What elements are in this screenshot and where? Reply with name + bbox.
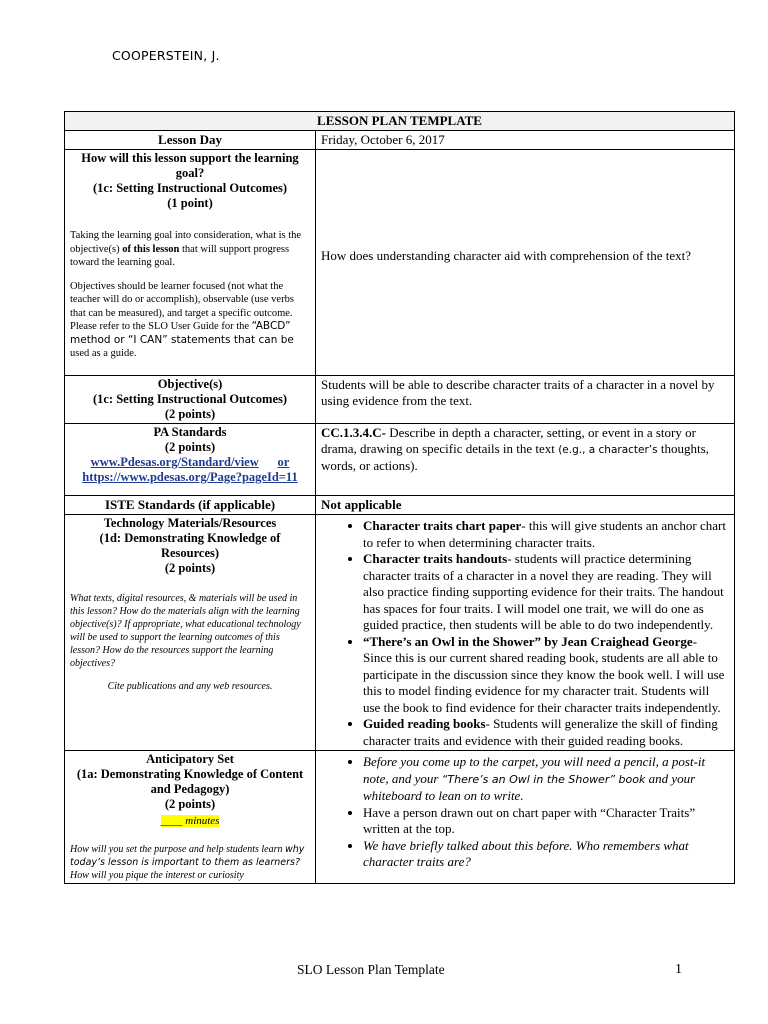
footer-title: SLO Lesson Plan Template (297, 962, 445, 977)
tech-row (65, 515, 735, 751)
minutes-field: ____ minutes (160, 815, 220, 827)
pdesas-standard-link[interactable]: www.Pdesas.org/Standard/view (90, 455, 259, 469)
iste-value: Not applicable (316, 496, 735, 515)
table-title: LESSON PLAN TEMPLATE (65, 112, 735, 131)
anticipatory-value-cell (316, 751, 735, 884)
support-outcome: (1c: Setting Instructional Outcomes) (92, 181, 288, 195)
or-link[interactable]: or (277, 455, 290, 469)
lesson-day-row (65, 131, 735, 150)
support-label-cell (65, 150, 316, 376)
pa-standards-value: CC.1.3.4.C- Describe in depth a character, setting, or event in a story or drama, drawing on specific details in the text (e.g., a character’s thoughts, words, or actions). (316, 424, 735, 496)
lesson-plan-table (64, 111, 735, 884)
pdesas-page-link[interactable]: https://www.pdesas.org/Page?pageId=11 (82, 470, 298, 484)
support-value: How does understanding character aid with comprehension of the text? (316, 150, 735, 376)
list-item: • We have briefly talked about this before. Who remembers what character traits are? (363, 838, 729, 871)
lesson-day-value: Friday, October 6, 2017 (316, 131, 735, 150)
pa-standards-row (65, 424, 735, 496)
support-points: (1 point) (167, 196, 213, 210)
tech-cite: Cite publications and any web resources. (107, 681, 273, 692)
tech-value-cell (316, 515, 735, 751)
pa-standards-label-cell: PA Standards (2 points) www.Pdesas.org/Standard/view or https://www.pdesas.org/Page?pageId=11 (65, 424, 316, 496)
list-item: • Before you come up to the carpet, you will need a pencil, a post-it note, and your “There’s an Owl in the Shower” book and your whiteboard to lean on to write. (363, 754, 729, 805)
list-item: • Character traits chart paper- this will give students an anchor chart to refer to when determining character traits. (363, 518, 729, 551)
list-item: • Have a person drawn out on chart paper with “Character Traits” written at the top. (363, 805, 729, 838)
page-number: 1 (675, 962, 682, 977)
objective-label-cell: Objective(s) (1c: Setting Instructional Outcomes) (2 points) (65, 376, 316, 424)
iste-row (65, 496, 735, 515)
list-item: • Guided reading books- Students will generalize the skill of finding character traits and evidence with their guided reading books. (363, 716, 729, 749)
objective-value: Students will be able to describe character traits of a character in a novel by using evidence from the text. (316, 376, 735, 424)
anticipatory-list (321, 754, 729, 871)
support-instruction-2: Objectives should be learner focused (not what the teacher will do or accomplish), observable (use verbs that can be measured), and target a specific outcome. Please refer to the SLO User Guide for the “ABCD” method or “I CAN” statements that can be used as a guide. (70, 280, 294, 359)
anticipatory-question: How will you set the purpose and help students learn why today’s lesson is important to them as learners? How will you pique the interest or curiosity (70, 844, 305, 881)
list-item: • “There’s an Owl in the Shower” by Jean Craighead George- Since this is our current shared reading book, students are all able to participate in the discussion since they know the book well. I will use this to model finding evidence for my character trait. Students will use the book to find evidence for their character traits independently. (363, 634, 729, 717)
objective-row (65, 376, 735, 424)
support-instruction-1: Taking the learning goal into consideration, what is the objective(s) of this lesson that will support progress toward the learning goal. (70, 230, 302, 268)
support-question: How will this lesson support the learning goal? (81, 151, 299, 180)
table-title-row (65, 112, 735, 131)
iste-label: ISTE Standards (if applicable) (65, 496, 316, 515)
tech-question: What texts, digital resources, & materials will be used in this lesson? How do the materials align with the learning objective(s)? If appropriate, what educational technology will be used to support the learning outcomes of this lesson? How do the resources support the learning objectives? (70, 593, 301, 669)
support-row (65, 150, 735, 376)
anticipatory-row (65, 751, 735, 884)
list-item: • Character traits handouts- students will practice determining character traits of a character in a novel they are reading. They will also practice finding supporting evidence for their traits. The handout has spaces for four traits. I will model one trait, we will do one as guided practice, then students will be able to do two independently. (363, 551, 729, 634)
anticipatory-label-cell: Anticipatory Set (1a: Demonstrating Knowledge of Content and Pedagogy) (2 points) ____ minutes How will you set the purpose and help students learn why today’s lesson is important to them as learners? How will you pique the interest or curiosity (65, 751, 316, 884)
author-name: COOPERSTEIN, J. (112, 48, 220, 63)
tech-resource-list (321, 518, 729, 749)
lesson-day-label: Lesson Day (65, 131, 316, 150)
tech-label-cell: Technology Materials/Resources (1d: Demonstrating Knowledge of Resources) (2 points) What texts, digital resources, & materials will be used in this lesson? How do the materials align with the learning objective(s)? If appropriate, what educational technology will be used to support the learning outcomes of this lesson? How do the resources support the learning objectives? Cite publications and any web resources. (65, 515, 316, 751)
